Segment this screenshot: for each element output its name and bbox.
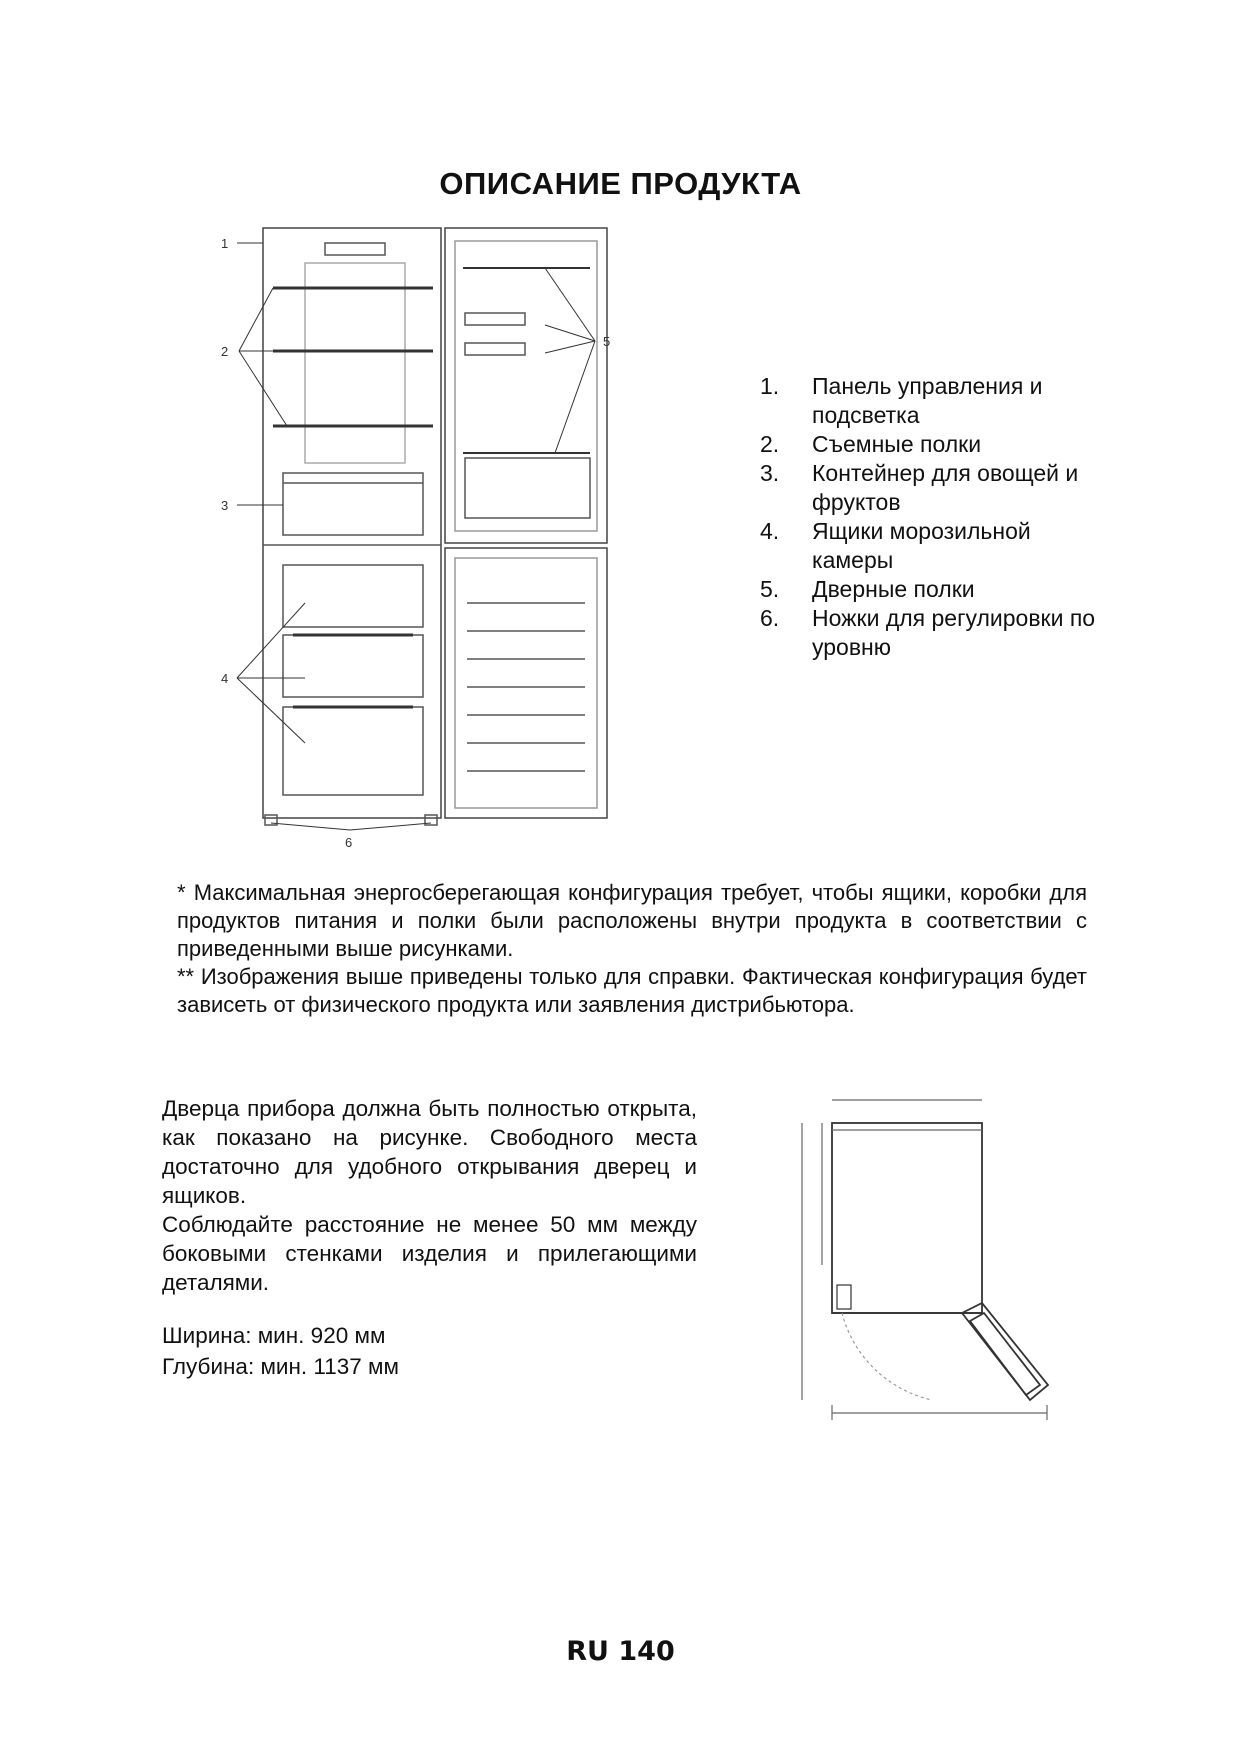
callout-4: 4 bbox=[221, 671, 229, 686]
callout-1: 1 bbox=[221, 236, 229, 251]
legend-item: 1. Панель управления и подсветка bbox=[760, 373, 1043, 428]
callout-3: 3 bbox=[221, 498, 229, 513]
min-depth: Глубина: мин. 1137 мм bbox=[162, 1354, 399, 1379]
door-paragraph: Дверца прибора должна быть полностью открыта, как показано на рисунке. Свободного места достаточно для удобного открывания дверец и ящиков. bbox=[162, 1096, 697, 1208]
page-title: ОПИСАНИЕ ПРОДУКТА bbox=[439, 166, 802, 201]
legend-item: 6. Ножки для регулировки по уровню bbox=[760, 605, 1096, 660]
min-width: Ширина: мин. 920 мм bbox=[162, 1323, 386, 1348]
door-opening-diagram bbox=[782, 1085, 1082, 1440]
page-number: RU 140 bbox=[566, 1636, 675, 1667]
fridge-diagram bbox=[215, 213, 665, 853]
min-dimensions bbox=[162, 1320, 399, 1382]
legend-item: 4. Ящики морозильной камеры bbox=[760, 518, 1031, 573]
parts-legend bbox=[760, 372, 1112, 662]
legend-item: 5. Дверные полки bbox=[760, 576, 975, 602]
distance-paragraph: Соблюдайте расстояние не менее 50 мм между боковыми стенками изделия и прилегающими деталями. bbox=[162, 1212, 697, 1295]
callout-5: 5 bbox=[603, 334, 611, 349]
note-disclaimer: ** Изображения выше приведены только для справки. Фактическая конфигурация будет зависеть от физического продукта или заявления дистрибьютора. bbox=[177, 964, 1087, 1017]
callout-6: 6 bbox=[345, 835, 353, 850]
callout-2: 2 bbox=[221, 344, 229, 359]
note-energy: * Максимальная энергосберегающая конфигурация требует, чтобы ящики, коробки для продуктов питания и полки были расположены внутри продукта в соответствии с приведенными выше рисунками. bbox=[177, 880, 1087, 961]
door-clearance-text bbox=[162, 1094, 697, 1297]
notes-block bbox=[177, 879, 1087, 1019]
legend-item: 2. Съемные полки bbox=[760, 431, 982, 457]
legend-item: 3. Контейнер для овощей и фруктов bbox=[760, 460, 1079, 515]
